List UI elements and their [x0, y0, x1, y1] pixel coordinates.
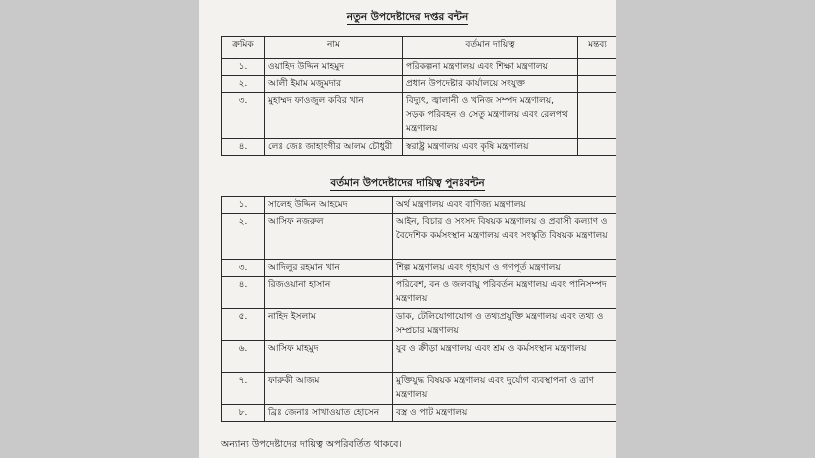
document-page — [199, 0, 616, 458]
row-name: সালেহ উদ্দিন আহমেদ — [265, 197, 393, 214]
row-serial: ৩. — [222, 93, 265, 139]
row-duty: শিল্প মন্ত্রণালয় এবং গৃহায়ণ ও গণপূর্ত মন্ত্রণালয় — [393, 260, 617, 277]
row-name: রিজওয়ানা হাসান — [265, 277, 393, 309]
row-name: নাহিদ ইসলাম — [265, 309, 393, 341]
heading-redistribution-text: বর্তমান উপদেষ্টাদের দায়িত্ব পুনঃবন্টন — [330, 177, 485, 189]
table-new-advisers — [221, 36, 616, 156]
row-remarks — [578, 93, 617, 139]
table-row — [222, 214, 617, 260]
row-name: ব্রিঃ জেনাঃ সাখাওয়াত হোসেন — [265, 405, 393, 422]
row-serial: ৪. — [222, 139, 265, 156]
row-serial: ৮. — [222, 405, 265, 422]
heading-redistribution — [199, 176, 616, 193]
table-row — [222, 197, 617, 214]
row-serial: ৬. — [222, 341, 265, 373]
row-serial: ২. — [222, 76, 265, 93]
row-duty: মুক্তিযুদ্ধ বিষয়ক মন্ত্রণালয় এবং দুর্যোগ ব্যবস্থাপনা ও ত্রাণ মন্ত্রণালয় — [393, 373, 617, 405]
header-duty: বর্তমান দায়িত্ব — [403, 37, 578, 59]
row-name: মুহাম্মদ ফাওজুল কবির খান — [265, 93, 403, 139]
table-row — [222, 59, 617, 76]
row-name: আসিফ নজরুল — [265, 214, 393, 260]
table-row — [222, 260, 617, 277]
row-duty: আইন, বিচার ও সংসদ বিষয়ক মন্ত্রণালয় ও প্রবাসী কল্যাণ ও বৈদেশিক কর্মসংস্থান মন্ত্রণালয় এবং সংস্কৃতি বিষয়ক মন্ত্রণালয় — [393, 214, 617, 260]
row-serial: ৭. — [222, 373, 265, 405]
table-row — [222, 76, 617, 93]
table-row — [222, 309, 617, 341]
table-header-row — [222, 37, 617, 59]
row-serial: ২. — [222, 214, 265, 260]
row-serial: ১. — [222, 59, 265, 76]
table-row — [222, 373, 617, 405]
row-duty: স্বরাষ্ট্র মন্ত্রণালয় এবং কৃষি মন্ত্রণালয় — [403, 139, 578, 156]
table-row — [222, 277, 617, 309]
row-duty: বিদ্যুৎ, জ্বালানী ও খনিজ সম্পদ মন্ত্রণালয়, সড়ক পরিবহন ও সেতু মন্ত্রণালয় এবং রেলপথ মন্ত্রণালয় — [403, 93, 578, 139]
heading-new-advisers-text: নতুন উপদেষ্টাদের দপ্তর বন্টন — [346, 11, 469, 23]
row-serial: ১. — [222, 197, 265, 214]
heading-new-advisers — [199, 10, 616, 27]
row-duty: যুব ও ক্রীড়া মন্ত্রণালয় এবং শ্রম ও কর্মসংস্থান মন্ত্রণালয় — [393, 341, 617, 373]
row-duty: পরিকল্পনা মন্ত্রণালয় এবং শিক্ষা মন্ত্রণালয় — [403, 59, 578, 76]
header-serial: ক্রমিক — [222, 37, 265, 59]
header-remarks: মন্তব্য — [578, 37, 617, 59]
table-row — [222, 139, 617, 156]
row-name: লেঃ জেঃ জাহাংগীর আলম চৌধুরী — [265, 139, 403, 156]
row-serial: ৫. — [222, 309, 265, 341]
row-name: আদিলুর রহমান খান — [265, 260, 393, 277]
row-serial: ৪. — [222, 277, 265, 309]
row-remarks — [578, 139, 617, 156]
row-serial: ৩. — [222, 260, 265, 277]
footer-note: অন্যান্য উপদেষ্টাদের দায়িত্ব অপরিবর্তিত থাকবে। — [221, 439, 402, 450]
header-name: নাম — [265, 37, 403, 59]
row-remarks — [578, 59, 617, 76]
table-row — [222, 93, 617, 139]
row-name: আসিফ মাহমুদ — [265, 341, 393, 373]
row-name: আলী ইমাম মজুমদার — [265, 76, 403, 93]
table-row — [222, 341, 617, 373]
row-duty: অর্থ মন্ত্রণালয় এবং বাণিজ্য মন্ত্রণালয় — [393, 197, 617, 214]
row-duty: বস্ত্র ও পাট মন্ত্রণালয় — [393, 405, 617, 422]
row-duty: ডাক, টেলিযোগাযোগ ও তথ্যপ্রযুক্তি মন্ত্রণালয় এবং তথ্য ও সম্প্রচার মন্ত্রণালয় — [393, 309, 617, 341]
table-redistribution — [221, 196, 616, 422]
row-remarks — [578, 76, 617, 93]
row-duty: প্রধান উপদেষ্টার কার্যালয়ে সংযুক্ত — [403, 76, 578, 93]
table-row — [222, 405, 617, 422]
background-left — [0, 0, 199, 458]
row-name: ফারুকী আজম — [265, 373, 393, 405]
background-right — [616, 0, 815, 458]
row-name: ওয়াহিদ উদ্দিন মাহমুদ — [265, 59, 403, 76]
row-duty: পরিবেশ, বন ও জলবায়ু পরিবর্তন মন্ত্রণালয় এবং পানিসম্পদ মন্ত্রণালয় — [393, 277, 617, 309]
